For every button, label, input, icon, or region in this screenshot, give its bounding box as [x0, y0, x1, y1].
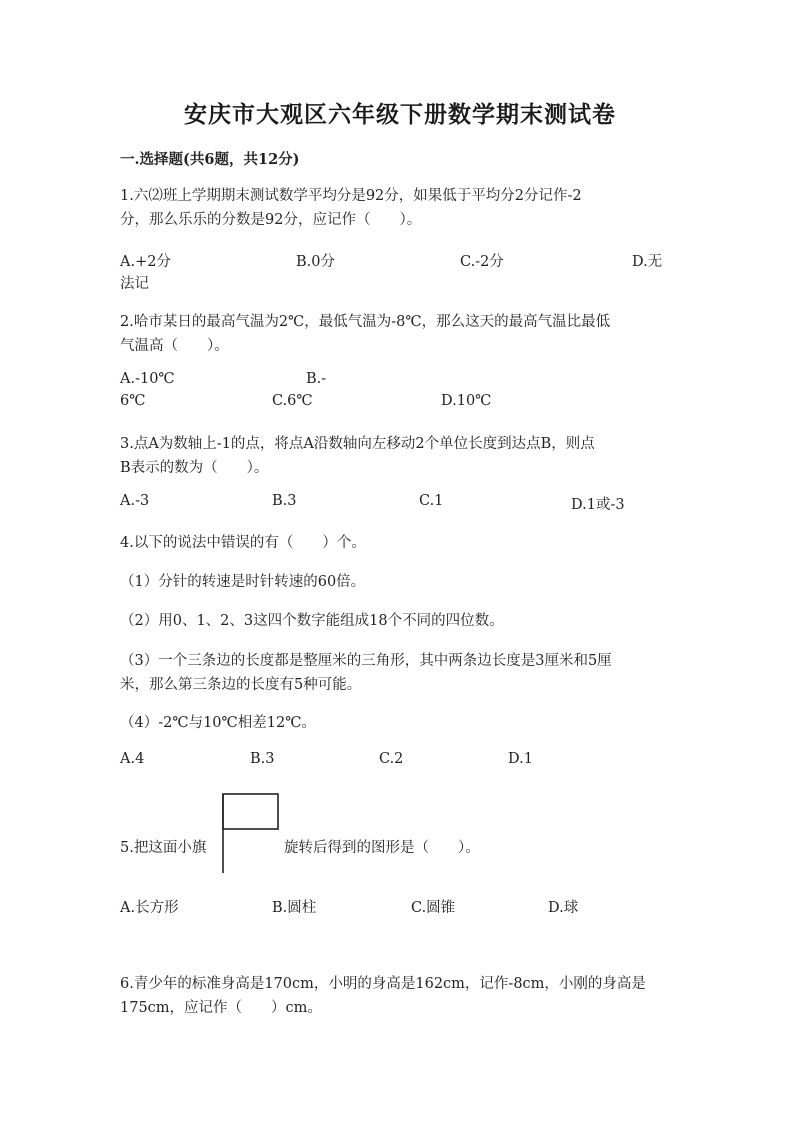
question-3-line-1: 3.点A为数轴上-1的点，将点A沿数轴向左移动2个单位长度到达点B，则点 — [120, 436, 595, 452]
question-4-statement-4: （4）-2℃与10℃相差12℃。 — [120, 715, 316, 731]
question-5-text-before: 5.把这面小旗 — [120, 840, 207, 856]
question-5-option-b: B.圆柱 — [272, 900, 317, 916]
question-6-line-1: 6.青少年的标准身高是170cm，小明的身高是162cm，记作-8cm，小刚的身高是 — [120, 976, 646, 992]
question-4-statement-3-line-2: 米，那么第三条边的长度有5种可能。 — [120, 677, 362, 693]
question-4-statement-2: （2）用0、1、2、3这四个数字能组成18个不同的四位数。 — [120, 613, 504, 629]
question-4-option-d: D.1 — [508, 751, 533, 767]
question-1-line-1: 1.六⑵班上学期期末测试数学平均分是92分，如果低于平均分2分记作-2 — [120, 188, 582, 204]
question-5-option-a: A.长方形 — [120, 900, 179, 916]
question-2-line-1: 2.哈市某日的最高气温为2℃，最低气温为-8℃，那么这天的最高气温比最低 — [120, 314, 611, 330]
question-5-option-d: D.球 — [548, 900, 579, 916]
question-1-option-d-wrap: 法记 — [120, 276, 149, 292]
question-1-option-b: B.0分 — [296, 254, 335, 270]
question-4-option-a: A.4 — [120, 751, 145, 767]
section-heading: 一.选择题(共6题，共12分) — [120, 151, 300, 168]
question-2-option-c: C.6℃ — [272, 393, 313, 409]
question-4-statement-1: （1）分针的转速是时针转速的60倍。 — [120, 574, 366, 590]
question-4-statement-3-line-1: （3）一个三条边的长度都是整厘米的三角形，其中两条边长度是3厘米和5厘 — [120, 653, 612, 669]
flag-banner — [223, 794, 278, 829]
question-2-line-2: 气温高（ ）。 — [120, 338, 229, 354]
question-3-option-d: D.1或-3 — [571, 497, 625, 513]
question-3-line-2: B表示的数为（ ）。 — [120, 460, 269, 476]
question-1-option-d: D.无 — [632, 254, 663, 270]
question-6-line-2: 175cm，应记作（ ）cm。 — [120, 1000, 322, 1016]
question-1-option-c: C.-2分 — [460, 254, 504, 270]
question-2-option-d: D.10℃ — [441, 393, 492, 409]
question-5-text-after: 旋转后得到的图形是（ ）。 — [284, 840, 480, 856]
question-4-option-b: B.3 — [250, 751, 275, 767]
question-2-option-b: B.- — [306, 371, 327, 387]
flag-figure — [222, 793, 279, 873]
question-4-option-c: C.2 — [379, 751, 404, 767]
question-3-option-a: A.-3 — [120, 493, 150, 509]
question-4-line-1: 4.以下的说法中错误的有（ ）个。 — [120, 535, 366, 551]
page-title: 安庆市大观区六年级下册数学期末测试卷 — [184, 101, 616, 128]
question-3-option-c: C.1 — [419, 493, 444, 509]
question-3-option-b: B.3 — [272, 493, 297, 509]
question-1-line-2: 分，那么乐乐的分数是92分，应记作（ ）。 — [120, 212, 422, 228]
question-2-option-a: A.-10℃ — [120, 371, 175, 387]
question-1-option-a: A.+2分 — [120, 254, 171, 270]
question-5-option-c: C.圆锥 — [411, 900, 456, 916]
question-2-option-b-wrap: 6℃ — [120, 393, 146, 409]
